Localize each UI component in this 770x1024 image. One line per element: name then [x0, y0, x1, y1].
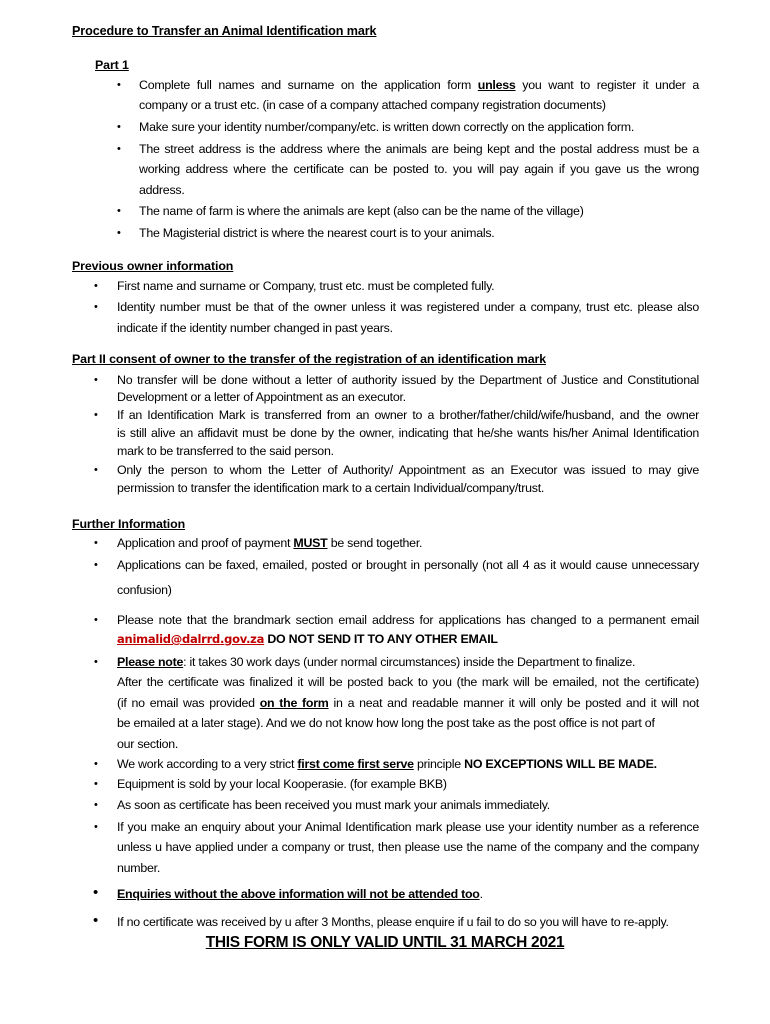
- further-item-9: Enquiries without the above information will not be attended too.: [117, 887, 483, 901]
- further-info-heading: Further Information: [72, 517, 186, 531]
- part2-item-2-line-2: is still alive an affidavit must be done by the owner, indicating that he/she wants his/her Animal Identification: [117, 426, 699, 440]
- bullet: •: [94, 821, 98, 833]
- bullet: •: [117, 79, 121, 91]
- further-item-1: Application and proof of payment MUST be send together.: [117, 536, 423, 550]
- part2-item-1-line-1: No transfer will be done without a letter of authority issued by the Department of Justice and Constitutional: [117, 373, 699, 387]
- further-item-8-line-3: number.: [117, 861, 161, 875]
- part2-item-3-line-1: Only the person to whom the Letter of Authority/ Appointment as an Executor was issued to may give: [117, 463, 699, 477]
- previous-owner-heading: Previous owner information: [72, 259, 234, 273]
- part1-heading: Part 1: [95, 58, 129, 72]
- part2-item-1-line-2: Development or a letter of Appointment as an executor.: [117, 390, 406, 404]
- further-item-3-line-1: Please note that the brandmark section email address for applications has changed to a permanent email: [117, 613, 699, 627]
- part2-item-2-line-1: If an Identification Mark is transferred from an owner to a brother/father/child/wife/husband, and the owner: [117, 408, 699, 422]
- page-title: Procedure to Transfer an Animal Identification mark: [72, 24, 377, 38]
- bullet: •: [94, 799, 98, 811]
- further-item-7: As soon as certificate has been received you must mark your animals immediately.: [117, 798, 550, 812]
- further-item-4-line-5: our section.: [117, 737, 179, 751]
- part2-item-2-line-3: mark to be transferred to the said person.: [117, 444, 334, 458]
- bullet: •: [94, 614, 98, 626]
- further-item-4-line-1: Please note: it takes 30 work days (under normal circumstances) inside the Department to finalize.: [117, 655, 636, 669]
- further-item-4-line-4: be emailed at a later stage). And we do not know how long the post take as the post office is not part of: [117, 716, 655, 730]
- bullet: •: [93, 912, 99, 929]
- bullet: •: [94, 758, 98, 770]
- bullet: •: [94, 656, 98, 668]
- validity-notice: THIS FORM IS ONLY VALID UNTIL 31 MARCH 2021: [205, 934, 565, 951]
- part2-heading: Part II consent of owner to the transfer of the registration of an identification mark: [72, 352, 547, 366]
- further-item-2-line-2: confusion): [117, 583, 172, 597]
- part1-item-5: The Magisterial district is where the nearest court is to your animals.: [139, 226, 495, 240]
- further-item-3-line-2: animalid@dalrrd.gov.za DO NOT SEND IT TO ANY OTHER EMAIL: [117, 632, 498, 646]
- email-link[interactable]: animalid@dalrrd.gov.za: [117, 632, 265, 646]
- bullet: •: [117, 121, 121, 133]
- previous-item-1: First name and surname or Company, trust etc. must be completed fully.: [117, 279, 495, 293]
- further-item-6: Equipment is sold by your local Kooperasie. (for example BKB): [117, 777, 447, 791]
- bullet: •: [94, 374, 98, 386]
- part1-item-3-line-3: address.: [139, 183, 185, 197]
- previous-item-2-line-2: indicate if the identity number changed in past years.: [117, 321, 393, 335]
- further-item-5: We work according to a very strict first come first serve principle NO EXCEPTIONS WILL BE MADE.: [117, 757, 657, 771]
- part1-item-2: Make sure your identity number/company/etc. is written down correctly on the application form.: [139, 120, 635, 134]
- bullet: •: [117, 143, 121, 155]
- bullet: •: [93, 884, 99, 901]
- further-item-4-line-3: (if no email was provided on the form in a neat and readable manner it will only be posted and it will not: [117, 696, 699, 710]
- part1-item-3-line-2: working address where the certificate can be posted to. you will pay again if you gave us the wrong: [139, 162, 699, 176]
- bullet: •: [94, 280, 98, 292]
- further-item-10: If no certificate was received by u after 3 Months, please enquire if u fail to do so you will have to re-apply.: [117, 915, 669, 929]
- further-item-2-line-1: Applications can be faxed, emailed, posted or brought in personally (not all 4 as it would cause unnecessary: [117, 558, 699, 572]
- bullet: •: [117, 205, 121, 217]
- bullet: •: [94, 409, 98, 421]
- bullet: •: [94, 778, 98, 790]
- bullet: •: [117, 227, 121, 239]
- part1-item-4: The name of farm is where the animals are kept (also can be the name of the village): [139, 204, 584, 218]
- bullet: •: [94, 301, 98, 313]
- previous-item-2-line-1: Identity number must be that of the owner unless it was registered under a company, trust etc. please also: [117, 300, 699, 314]
- further-item-8-line-1: If you make an enquiry about your Animal Identification mark please use your identity number as a reference: [117, 820, 699, 834]
- part1-item-1-line-1: Complete full names and surname on the application form unless you want to register it under a: [139, 78, 699, 92]
- bullet: •: [94, 464, 98, 476]
- part1-item-1-line-2: company or a trust etc. (in case of a company attached company registration documents): [139, 98, 606, 112]
- further-item-4-line-2: After the certificate was finalized it will be posted back to you (the mark will be emailed, not the certificate): [117, 675, 699, 689]
- further-item-8-line-2: unless u have applied under a company or trust, then please use the name of the company and the company: [117, 840, 699, 854]
- bullet: •: [94, 537, 98, 549]
- part1-item-3-line-1: The street address is the address where the animals are being kept and the postal address must be a: [139, 142, 699, 156]
- part2-item-3-line-2: permission to transfer the identification mark to a certain Individual/company/trust.: [117, 481, 545, 495]
- bullet: •: [94, 559, 98, 571]
